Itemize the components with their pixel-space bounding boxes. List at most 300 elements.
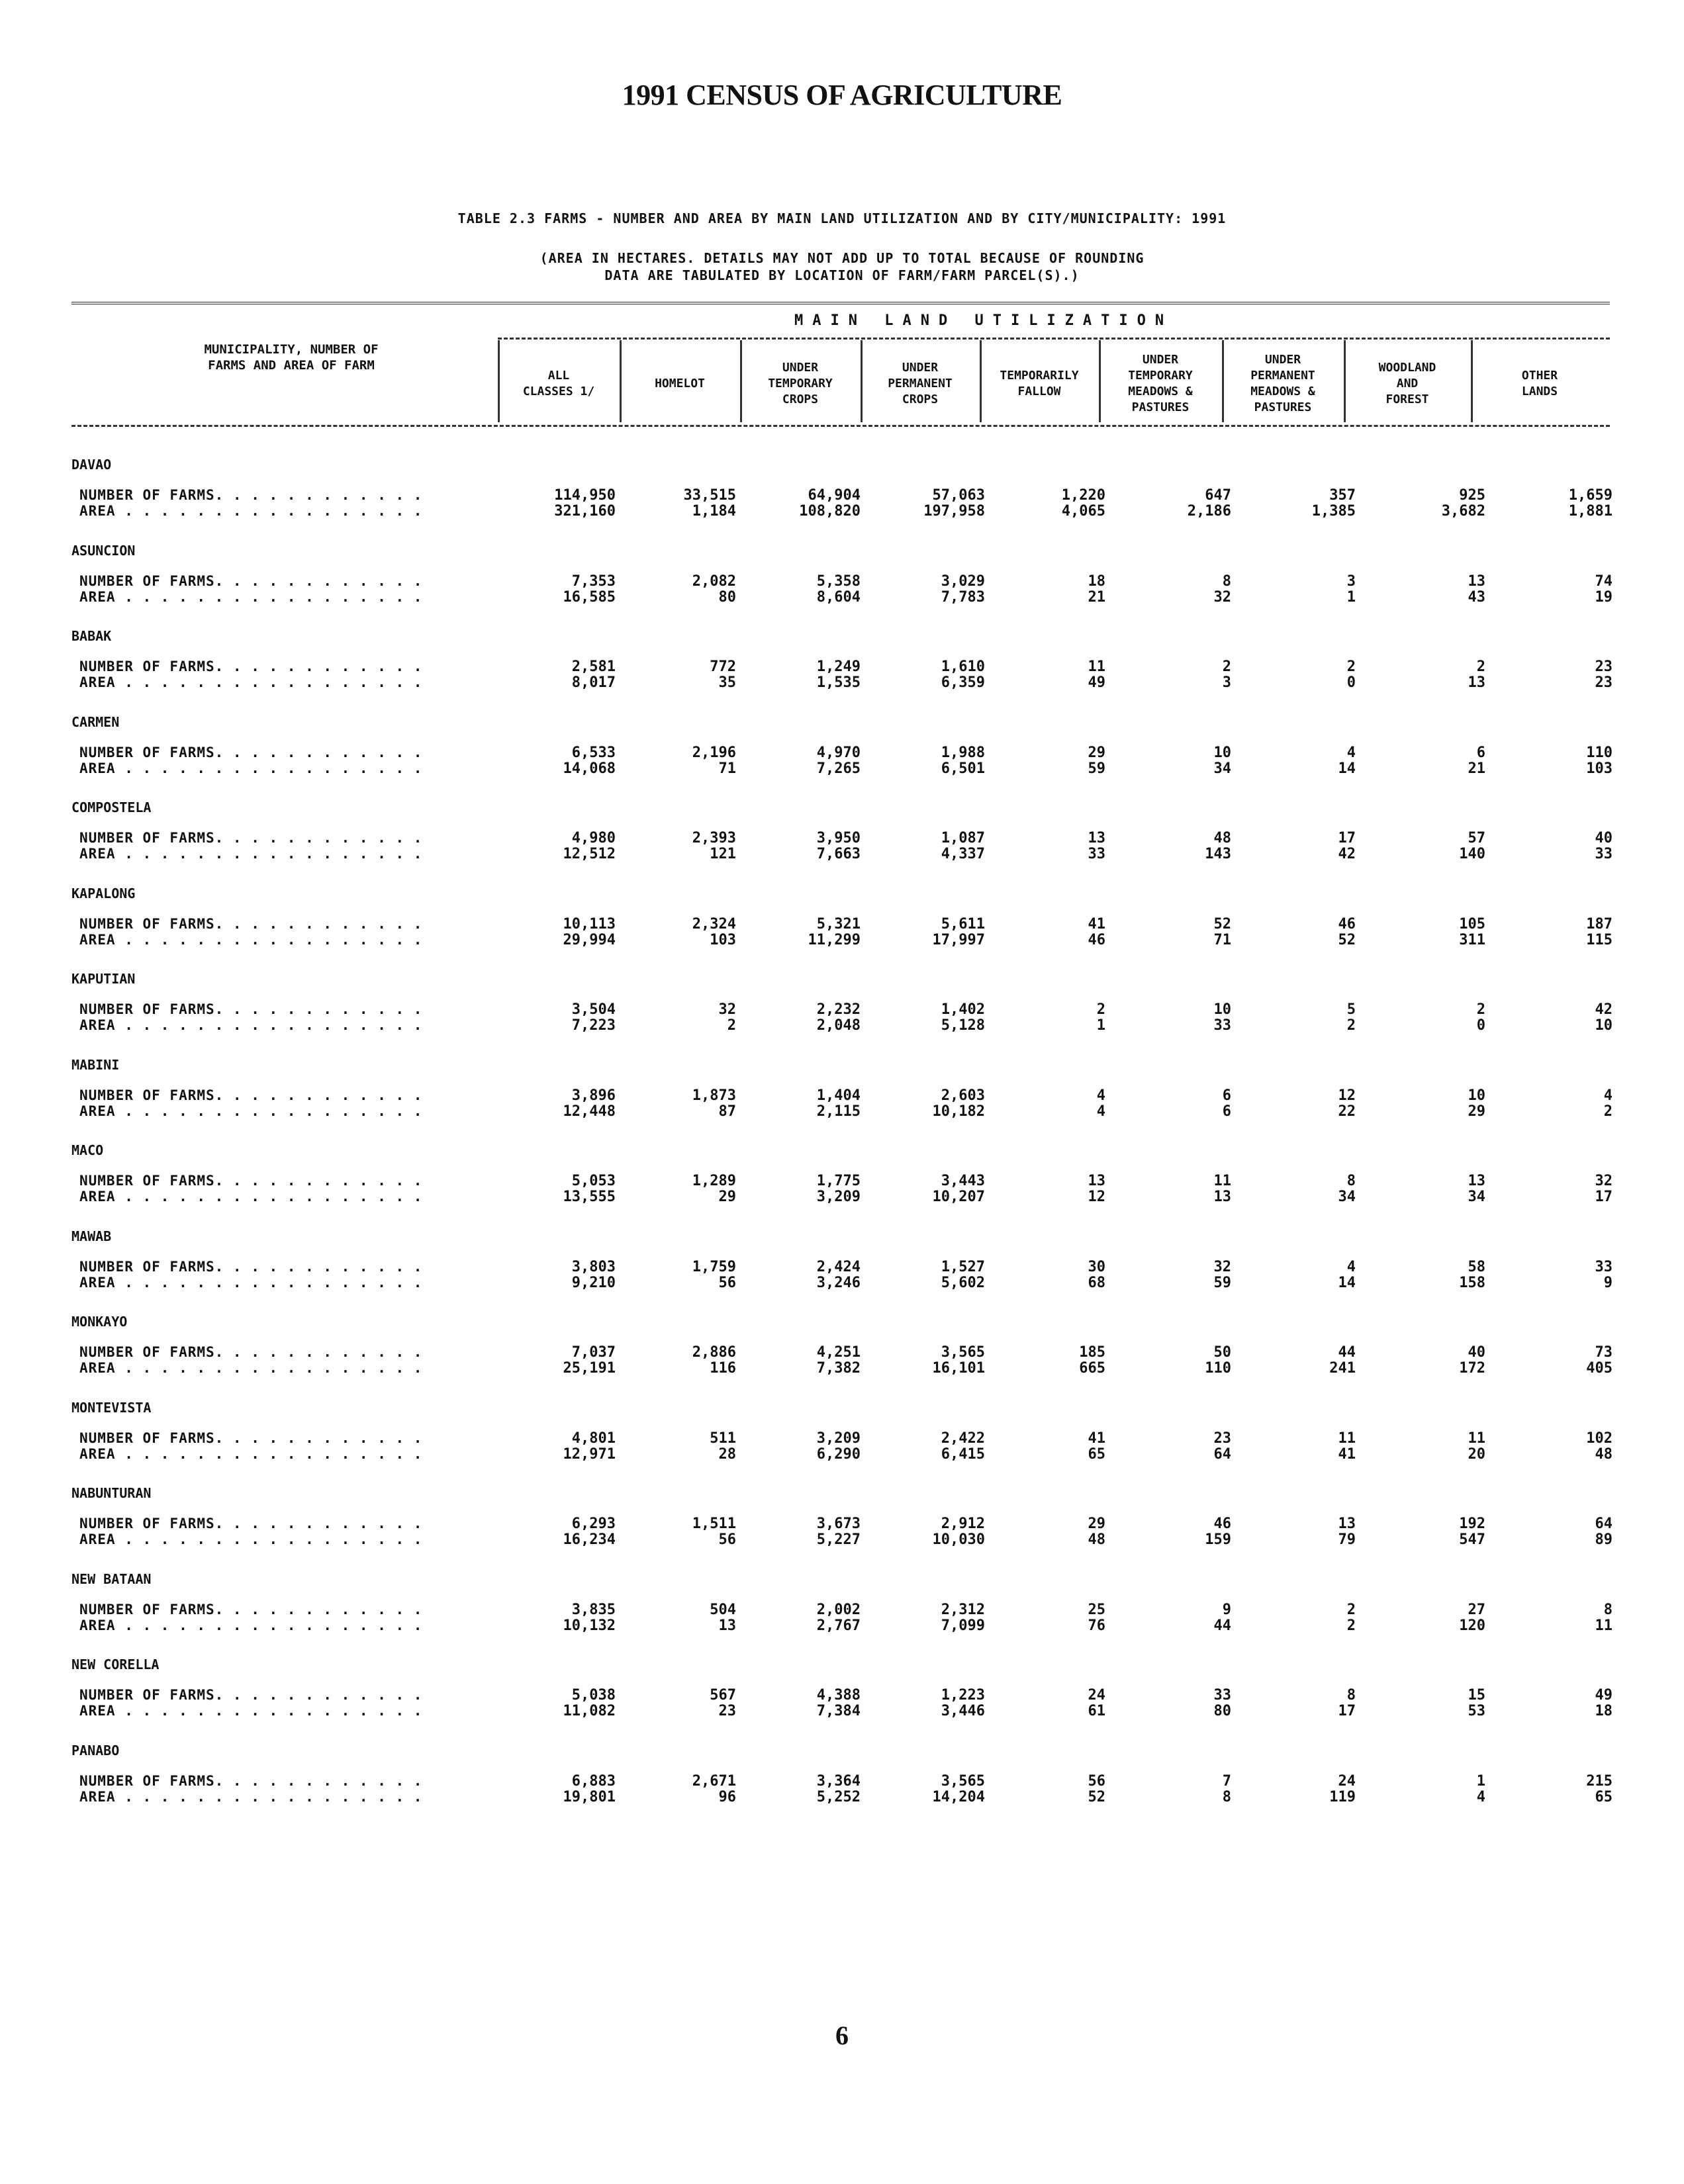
cell-farms-under-permanent-meadows: 2: [1346, 1602, 1356, 1618]
column-header-line: TEMPORARY: [768, 377, 833, 390]
cell-farms-all-classes: 6,883: [571, 1773, 616, 1790]
column-header-line: PERMANENT: [1250, 369, 1315, 383]
cell-area-temporarily-fallow: 33: [1088, 846, 1105, 862]
cell-farms-all-classes: 7,037: [571, 1344, 616, 1361]
municipality-name: NEW CORELLA: [71, 1657, 160, 1672]
column-header-line: MEADOWS &: [1128, 385, 1193, 398]
cell-area-under-permanent-meadows: 14: [1338, 760, 1356, 777]
cell-farms-temporarily-fallow: 41: [1088, 916, 1105, 933]
municipality-name: NABUNTURAN: [71, 1485, 152, 1501]
cell-area-all-classes: 12,971: [563, 1446, 616, 1463]
area-label: AREA . . . . . . . . . . . . . . . . .: [79, 1189, 423, 1205]
cell-area-other-lands: 19: [1595, 589, 1613, 606]
area-label: AREA . . . . . . . . . . . . . . . . .: [79, 1703, 423, 1719]
cell-farms-under-temporary-meadows: 7: [1222, 1773, 1231, 1790]
cell-area-temporarily-fallow: 68: [1088, 1275, 1105, 1291]
cell-farms-under-temporary-crops: 2,424: [816, 1259, 861, 1275]
area-label: AREA . . . . . . . . . . . . . . . . .: [79, 1017, 423, 1033]
cell-area-homelot: 1,184: [692, 503, 736, 520]
column-header-under-temporary-crops: [740, 344, 861, 424]
cell-farms-all-classes: 10,113: [563, 916, 616, 933]
cell-farms-under-temporary-meadows: 23: [1213, 1430, 1231, 1447]
municipality-name: MABINI: [71, 1057, 120, 1073]
area-label: AREA . . . . . . . . . . . . . . . . .: [79, 1360, 423, 1376]
cell-farms-under-permanent-crops: 3,029: [941, 573, 985, 590]
row-header-label: [162, 341, 420, 373]
cell-farms-woodland-forest: 40: [1468, 1344, 1485, 1361]
municipality-name: DAVAO: [71, 457, 112, 473]
cell-farms-homelot: 2,671: [692, 1773, 736, 1790]
cell-area-under-temporary-meadows: 71: [1213, 932, 1231, 948]
cell-farms-under-permanent-crops: 2,422: [941, 1430, 985, 1447]
cell-area-under-temporary-crops: 11,299: [808, 932, 861, 948]
cell-farms-under-permanent-meadows: 13: [1338, 1516, 1356, 1532]
cell-farms-other-lands: 40: [1595, 830, 1613, 846]
cell-area-under-temporary-crops: 7,382: [816, 1360, 861, 1377]
cell-farms-all-classes: 3,835: [571, 1602, 616, 1618]
number-of-farms-label: NUMBER OF FARMS. . . . . . . . . . . .: [79, 1001, 423, 1017]
cell-farms-under-temporary-meadows: 32: [1213, 1259, 1231, 1275]
area-label: AREA . . . . . . . . . . . . . . . . .: [79, 846, 423, 862]
cell-area-homelot: 56: [718, 1275, 736, 1291]
cell-farms-woodland-forest: 10: [1468, 1087, 1485, 1104]
cell-area-homelot: 80: [718, 589, 736, 606]
cell-area-temporarily-fallow: 4: [1096, 1103, 1105, 1120]
cell-farms-all-classes: 6,533: [571, 745, 616, 761]
cell-area-temporarily-fallow: 48: [1088, 1531, 1105, 1548]
cell-area-woodland-forest: 120: [1459, 1617, 1485, 1634]
cell-area-under-temporary-meadows: 3: [1222, 674, 1231, 691]
cell-farms-under-permanent-crops: 2,603: [941, 1087, 985, 1104]
cell-farms-woodland-forest: 192: [1459, 1516, 1485, 1532]
cell-farms-under-temporary-crops: 3,673: [816, 1516, 861, 1532]
column-header-line: CLASSES 1/: [522, 385, 595, 398]
area-label: AREA . . . . . . . . . . . . . . . . .: [79, 1617, 423, 1633]
cell-farms-under-temporary-crops: 5,321: [816, 916, 861, 933]
cell-area-woodland-forest: 34: [1468, 1189, 1485, 1205]
cell-farms-other-lands: 42: [1595, 1001, 1613, 1018]
column-header-line: MEADOWS &: [1250, 385, 1315, 398]
cell-area-under-temporary-meadows: 6: [1222, 1103, 1231, 1120]
cell-farms-homelot: 567: [710, 1687, 736, 1704]
cell-area-all-classes: 11,082: [563, 1703, 616, 1719]
area-label: AREA . . . . . . . . . . . . . . . . .: [79, 1789, 423, 1805]
municipality-name: MACO: [71, 1142, 104, 1158]
cell-area-temporarily-fallow: 1: [1096, 1017, 1105, 1034]
municipality-name: MONKAYO: [71, 1314, 128, 1330]
column-header-line: TEMPORARY: [1128, 369, 1193, 383]
table-note-line2: DATA ARE TABULATED BY LOCATION OF FARM/FARM PARCEL(S).): [604, 267, 1080, 283]
number-of-farms-label: NUMBER OF FARMS. . . . . . . . . . . .: [79, 573, 423, 589]
number-of-farms-label: NUMBER OF FARMS. . . . . . . . . . . .: [79, 1173, 423, 1189]
cell-area-under-temporary-crops: 8,604: [816, 589, 861, 606]
cell-area-all-classes: 12,448: [563, 1103, 616, 1120]
cell-area-under-temporary-meadows: 34: [1213, 760, 1231, 777]
area-label: AREA . . . . . . . . . . . . . . . . .: [79, 760, 423, 776]
municipality-name: ASUNCION: [71, 543, 136, 559]
cell-farms-homelot: 504: [710, 1602, 736, 1618]
cell-farms-under-temporary-crops: 1,404: [816, 1087, 861, 1104]
cell-farms-under-temporary-crops: 5,358: [816, 573, 861, 590]
cell-farms-other-lands: 4: [1603, 1087, 1613, 1104]
column-header-all-classes: [498, 344, 620, 424]
cell-farms-under-temporary-crops: 4,970: [816, 745, 861, 761]
cell-farms-homelot: 511: [710, 1430, 736, 1447]
cell-area-all-classes: 7,223: [571, 1017, 616, 1034]
cell-farms-under-permanent-meadows: 3: [1346, 573, 1356, 590]
cell-farms-other-lands: 102: [1586, 1430, 1613, 1447]
cell-farms-under-permanent-meadows: 11: [1338, 1430, 1356, 1447]
cell-area-under-temporary-meadows: 8: [1222, 1789, 1231, 1805]
cell-area-under-temporary-crops: 5,252: [816, 1789, 861, 1805]
cell-farms-under-temporary-meadows: 6: [1222, 1087, 1231, 1104]
municipality-name: PANABO: [71, 1743, 120, 1758]
cell-area-other-lands: 405: [1586, 1360, 1613, 1377]
cell-area-under-temporary-meadows: 33: [1213, 1017, 1231, 1034]
cell-area-woodland-forest: 158: [1459, 1275, 1485, 1291]
cell-farms-under-temporary-crops: 2,232: [816, 1001, 861, 1018]
cell-farms-temporarily-fallow: 29: [1088, 745, 1105, 761]
cell-farms-temporarily-fallow: 185: [1079, 1344, 1105, 1361]
cell-farms-woodland-forest: 58: [1468, 1259, 1485, 1275]
cell-area-woodland-forest: 0: [1476, 1017, 1485, 1034]
municipality-name: KAPUTIAN: [71, 971, 136, 987]
cell-farms-temporarily-fallow: 18: [1088, 573, 1105, 590]
cell-area-all-classes: 8,017: [571, 674, 616, 691]
cell-area-all-classes: 25,191: [563, 1360, 616, 1377]
cell-area-under-permanent-crops: 10,182: [932, 1103, 985, 1120]
cell-area-under-temporary-crops: 2,048: [816, 1017, 861, 1034]
cell-area-under-permanent-crops: 6,415: [941, 1446, 985, 1463]
cell-area-under-permanent-crops: 14,204: [932, 1789, 985, 1805]
cell-area-temporarily-fallow: 4,065: [1061, 503, 1105, 520]
municipality-name: COMPOSTELA: [71, 799, 152, 815]
cell-area-homelot: 121: [710, 846, 736, 862]
cell-farms-woodland-forest: 57: [1468, 830, 1485, 846]
cell-area-temporarily-fallow: 76: [1088, 1617, 1105, 1634]
column-header-line: FOREST: [1385, 392, 1429, 406]
cell-farms-homelot: 33,515: [683, 487, 736, 504]
cell-area-under-permanent-crops: 17,997: [932, 932, 985, 948]
area-label: AREA . . . . . . . . . . . . . . . . .: [79, 1103, 423, 1119]
cell-area-under-permanent-meadows: 22: [1338, 1103, 1356, 1120]
cell-farms-other-lands: 23: [1595, 659, 1613, 675]
cell-farms-other-lands: 33: [1595, 1259, 1613, 1275]
cell-farms-under-temporary-meadows: 11: [1213, 1173, 1231, 1189]
cell-area-homelot: 56: [718, 1531, 736, 1548]
cell-area-under-permanent-meadows: 41: [1338, 1446, 1356, 1463]
cell-farms-under-permanent-crops: 3,443: [941, 1173, 985, 1189]
cell-area-temporarily-fallow: 49: [1088, 674, 1105, 691]
cell-farms-under-temporary-crops: 4,388: [816, 1687, 861, 1704]
cell-area-under-permanent-crops: 5,602: [941, 1275, 985, 1291]
cell-area-under-permanent-meadows: 1,385: [1311, 503, 1356, 520]
cell-farms-all-classes: 5,038: [571, 1687, 616, 1704]
cell-farms-homelot: 32: [718, 1001, 736, 1018]
cell-area-under-permanent-crops: 7,099: [941, 1617, 985, 1634]
cell-farms-under-temporary-meadows: 647: [1205, 487, 1231, 504]
cell-area-woodland-forest: 29: [1468, 1103, 1485, 1120]
cell-area-homelot: 116: [710, 1360, 736, 1377]
cell-area-under-permanent-crops: 10,207: [932, 1189, 985, 1205]
cell-area-other-lands: 65: [1595, 1789, 1613, 1805]
cell-farms-other-lands: 8: [1603, 1602, 1613, 1618]
municipality-name: MONTEVISTA: [71, 1400, 152, 1416]
cell-area-under-temporary-crops: 5,227: [816, 1531, 861, 1548]
cell-farms-temporarily-fallow: 2: [1096, 1001, 1105, 1018]
cell-area-under-temporary-crops: 7,384: [816, 1703, 861, 1719]
cell-farms-all-classes: 3,504: [571, 1001, 616, 1018]
cell-farms-temporarily-fallow: 13: [1088, 830, 1105, 846]
cell-area-under-temporary-meadows: 80: [1213, 1703, 1231, 1719]
cell-area-under-permanent-crops: 6,501: [941, 760, 985, 777]
cell-area-under-temporary-meadows: 59: [1213, 1275, 1231, 1291]
cell-farms-woodland-forest: 13: [1468, 573, 1485, 590]
cell-farms-all-classes: 3,896: [571, 1087, 616, 1104]
cell-area-under-permanent-crops: 3,446: [941, 1703, 985, 1719]
column-header-line: OTHER: [1521, 369, 1558, 383]
cell-area-under-temporary-crops: 3,246: [816, 1275, 861, 1291]
cell-farms-other-lands: 74: [1595, 573, 1613, 590]
main-land-utilization-rule: [498, 338, 1610, 340]
cell-area-under-permanent-crops: 4,337: [941, 846, 985, 862]
cell-farms-temporarily-fallow: 11: [1088, 659, 1105, 675]
cell-farms-under-permanent-crops: 5,611: [941, 916, 985, 933]
cell-farms-all-classes: 2,581: [571, 659, 616, 675]
cell-farms-under-permanent-meadows: 44: [1338, 1344, 1356, 1361]
number-of-farms-label: NUMBER OF FARMS. . . . . . . . . . . .: [79, 1687, 423, 1703]
cell-farms-under-permanent-crops: 1,223: [941, 1687, 985, 1704]
document-title: 1991 CENSUS OF AGRICULTURE: [622, 79, 1062, 111]
cell-area-under-permanent-meadows: 119: [1329, 1789, 1356, 1805]
cell-area-other-lands: 1,881: [1568, 503, 1613, 520]
column-header-line: WOODLAND: [1378, 361, 1436, 375]
cell-farms-under-temporary-crops: 3,950: [816, 830, 861, 846]
cell-farms-under-temporary-meadows: 10: [1213, 745, 1231, 761]
cell-area-woodland-forest: 4: [1476, 1789, 1485, 1805]
cell-area-other-lands: 89: [1595, 1531, 1613, 1548]
cell-area-under-temporary-meadows: 64: [1213, 1446, 1231, 1463]
cell-farms-under-permanent-meadows: 5: [1346, 1001, 1356, 1018]
column-header-under-permanent-crops: [861, 344, 980, 424]
cell-farms-homelot: 1,289: [692, 1173, 736, 1189]
cell-area-homelot: 28: [718, 1446, 736, 1463]
cell-area-all-classes: 9,210: [571, 1275, 616, 1291]
cell-farms-under-temporary-meadows: 8: [1222, 573, 1231, 590]
table-note-line1: (AREA IN HECTARES. DETAILS MAY NOT ADD UP TO TOTAL BECAUSE OF ROUNDING: [539, 250, 1145, 266]
number-of-farms-label: NUMBER OF FARMS. . . . . . . . . . . .: [79, 1259, 423, 1275]
cell-area-other-lands: 11: [1595, 1617, 1613, 1634]
cell-farms-all-classes: 4,980: [571, 830, 616, 846]
cell-area-under-permanent-meadows: 17: [1338, 1703, 1356, 1719]
cell-farms-under-temporary-crops: 4,251: [816, 1344, 861, 1361]
cell-farms-under-permanent-crops: 1,527: [941, 1259, 985, 1275]
cell-area-under-permanent-crops: 7,783: [941, 589, 985, 606]
column-header-line: TEMPORARILY: [1000, 369, 1079, 383]
cell-area-all-classes: 321,160: [554, 503, 616, 520]
cell-area-under-permanent-meadows: 14: [1338, 1275, 1356, 1291]
cell-farms-woodland-forest: 925: [1459, 487, 1485, 504]
area-label: AREA . . . . . . . . . . . . . . . . .: [79, 1275, 423, 1291]
cell-area-temporarily-fallow: 46: [1088, 932, 1105, 948]
cell-farms-other-lands: 32: [1595, 1173, 1613, 1189]
cell-farms-all-classes: 3,803: [571, 1259, 616, 1275]
cell-area-under-permanent-crops: 5,128: [941, 1017, 985, 1034]
cell-farms-under-permanent-crops: 1,988: [941, 745, 985, 761]
column-header-line: CROPS: [902, 392, 939, 406]
cell-farms-other-lands: 215: [1586, 1773, 1613, 1790]
cell-farms-under-permanent-crops: 2,912: [941, 1516, 985, 1532]
cell-farms-homelot: 2,196: [692, 745, 736, 761]
cell-area-woodland-forest: 547: [1459, 1531, 1485, 1548]
cell-area-homelot: 87: [718, 1103, 736, 1120]
cell-farms-under-temporary-crops: 1,775: [816, 1173, 861, 1189]
cell-farms-temporarily-fallow: 13: [1088, 1173, 1105, 1189]
cell-farms-temporarily-fallow: 29: [1088, 1516, 1105, 1532]
column-header-woodland-forest: [1344, 344, 1471, 424]
number-of-farms-label: NUMBER OF FARMS. . . . . . . . . . . .: [79, 1344, 423, 1360]
cell-area-woodland-forest: 13: [1468, 674, 1485, 691]
header-top-rule: [71, 302, 1610, 304]
cell-area-under-permanent-meadows: 42: [1338, 846, 1356, 862]
cell-area-under-temporary-meadows: 159: [1205, 1531, 1231, 1548]
number-of-farms-label: NUMBER OF FARMS. . . . . . . . . . . .: [79, 745, 423, 760]
cell-farms-homelot: 1,873: [692, 1087, 736, 1104]
cell-farms-under-temporary-crops: 3,364: [816, 1773, 861, 1790]
cell-farms-other-lands: 110: [1586, 745, 1613, 761]
number-of-farms-label: NUMBER OF FARMS. . . . . . . . . . . .: [79, 830, 423, 846]
column-header-line: LANDS: [1521, 385, 1558, 398]
cell-area-under-temporary-meadows: 110: [1205, 1360, 1231, 1377]
column-header-other-lands: [1471, 344, 1609, 424]
cell-farms-under-permanent-crops: 1,087: [941, 830, 985, 846]
cell-area-homelot: 29: [718, 1189, 736, 1205]
cell-farms-under-permanent-crops: 3,565: [941, 1773, 985, 1790]
cell-farms-woodland-forest: 1: [1476, 1773, 1485, 1790]
cell-farms-temporarily-fallow: 41: [1088, 1430, 1105, 1447]
column-header-line: UNDER: [1142, 353, 1179, 367]
cell-area-under-temporary-meadows: 143: [1205, 846, 1231, 862]
cell-area-all-classes: 14,068: [563, 760, 616, 777]
cell-area-under-temporary-crops: 2,767: [816, 1617, 861, 1634]
column-header-line: HOMELOT: [655, 377, 705, 390]
cell-area-temporarily-fallow: 52: [1088, 1789, 1105, 1805]
cell-farms-homelot: 2,324: [692, 916, 736, 933]
municipality-name: MAWAB: [71, 1228, 112, 1244]
column-header-line: UNDER: [782, 361, 819, 375]
cell-area-homelot: 96: [718, 1789, 736, 1805]
column-header-line: AND: [1396, 377, 1419, 390]
cell-farms-under-temporary-meadows: 48: [1213, 830, 1231, 846]
cell-area-under-permanent-meadows: 1: [1346, 589, 1356, 606]
cell-farms-under-permanent-meadows: 4: [1346, 745, 1356, 761]
cell-area-temporarily-fallow: 65: [1088, 1446, 1105, 1463]
cell-area-other-lands: 10: [1595, 1017, 1613, 1034]
cell-farms-under-temporary-crops: 2,002: [816, 1602, 861, 1618]
cell-area-woodland-forest: 140: [1459, 846, 1485, 862]
cell-area-other-lands: 17: [1595, 1189, 1613, 1205]
number-of-farms-label: NUMBER OF FARMS. . . . . . . . . . . .: [79, 916, 423, 932]
cell-area-other-lands: 103: [1586, 760, 1613, 777]
cell-area-under-permanent-crops: 6,359: [941, 674, 985, 691]
cell-area-homelot: 13: [718, 1617, 736, 1634]
column-header-line: PASTURES: [1254, 400, 1312, 414]
cell-farms-temporarily-fallow: 56: [1088, 1773, 1105, 1790]
cell-area-homelot: 23: [718, 1703, 736, 1719]
cell-area-under-temporary-crops: 7,265: [816, 760, 861, 777]
cell-farms-under-temporary-meadows: 52: [1213, 916, 1231, 933]
main-land-utilization-heading: MAIN LAND UTILIZATION: [794, 312, 1174, 329]
cell-farms-woodland-forest: 105: [1459, 916, 1485, 933]
column-header-line: UNDER: [1264, 353, 1301, 367]
cell-area-homelot: 71: [718, 760, 736, 777]
number-of-farms-label: NUMBER OF FARMS. . . . . . . . . . . .: [79, 659, 423, 674]
number-of-farms-label: NUMBER OF FARMS. . . . . . . . . . . .: [79, 1602, 423, 1617]
number-of-farms-label: NUMBER OF FARMS. . . . . . . . . . . .: [79, 487, 423, 503]
municipality-name: BABAK: [71, 628, 112, 644]
column-header-under-permanent-meadows: [1222, 344, 1344, 424]
number-of-farms-label: NUMBER OF FARMS. . . . . . . . . . . .: [79, 1430, 423, 1446]
cell-area-under-permanent-meadows: 0: [1346, 674, 1356, 691]
cell-area-other-lands: 2: [1603, 1103, 1613, 1120]
cell-farms-woodland-forest: 13: [1468, 1173, 1485, 1189]
cell-farms-homelot: 2,082: [692, 573, 736, 590]
cell-area-woodland-forest: 53: [1468, 1703, 1485, 1719]
table-title: TABLE 2.3 FARMS - NUMBER AND AREA BY MAIN LAND UTILIZATION AND BY CITY/MUNICIPALITY: 1991: [457, 210, 1227, 226]
cell-area-woodland-forest: 172: [1459, 1360, 1485, 1377]
cell-farms-woodland-forest: 6: [1476, 745, 1485, 761]
cell-area-all-classes: 12,512: [563, 846, 616, 862]
cell-farms-all-classes: 7,353: [571, 573, 616, 590]
cell-farms-under-permanent-meadows: 8: [1346, 1173, 1356, 1189]
cell-area-temporarily-fallow: 665: [1079, 1360, 1105, 1377]
area-label: AREA . . . . . . . . . . . . . . . . .: [79, 589, 423, 605]
cell-area-temporarily-fallow: 21: [1088, 589, 1105, 606]
area-label: AREA . . . . . . . . . . . . . . . . .: [79, 674, 423, 690]
cell-farms-temporarily-fallow: 4: [1096, 1087, 1105, 1104]
cell-area-under-temporary-crops: 6,290: [816, 1446, 861, 1463]
cell-area-homelot: 2: [727, 1017, 736, 1034]
cell-farms-all-classes: 114,950: [554, 487, 616, 504]
cell-farms-under-permanent-meadows: 46: [1338, 916, 1356, 933]
cell-farms-under-permanent-meadows: 357: [1329, 487, 1356, 504]
cell-area-other-lands: 18: [1595, 1703, 1613, 1719]
cell-farms-woodland-forest: 2: [1476, 659, 1485, 675]
cell-farms-under-temporary-crops: 64,904: [808, 487, 861, 504]
municipality-name: NEW BATAAN: [71, 1571, 152, 1587]
cell-farms-under-permanent-crops: 1,610: [941, 659, 985, 675]
cell-farms-homelot: 2,886: [692, 1344, 736, 1361]
cell-area-other-lands: 48: [1595, 1446, 1613, 1463]
cell-farms-under-permanent-meadows: 8: [1346, 1687, 1356, 1704]
column-header-temporarily-fallow: [980, 344, 1099, 424]
cell-farms-under-permanent-crops: 57,063: [932, 487, 985, 504]
cell-area-all-classes: 19,801: [563, 1789, 616, 1805]
cell-farms-woodland-forest: 11: [1468, 1430, 1485, 1447]
cell-area-homelot: 103: [710, 932, 736, 948]
cell-area-all-classes: 29,994: [563, 932, 616, 948]
cell-farms-homelot: 2,393: [692, 830, 736, 846]
column-header-line: PERMANENT: [888, 377, 953, 390]
cell-farms-temporarily-fallow: 25: [1088, 1602, 1105, 1618]
cell-farms-under-temporary-meadows: 50: [1213, 1344, 1231, 1361]
column-header-line: PASTURES: [1131, 400, 1190, 414]
cell-farms-homelot: 772: [710, 659, 736, 675]
cell-farms-other-lands: 187: [1586, 916, 1613, 933]
cell-area-under-temporary-meadows: 13: [1213, 1189, 1231, 1205]
cell-area-temporarily-fallow: 59: [1088, 760, 1105, 777]
cell-area-under-permanent-meadows: 79: [1338, 1531, 1356, 1548]
